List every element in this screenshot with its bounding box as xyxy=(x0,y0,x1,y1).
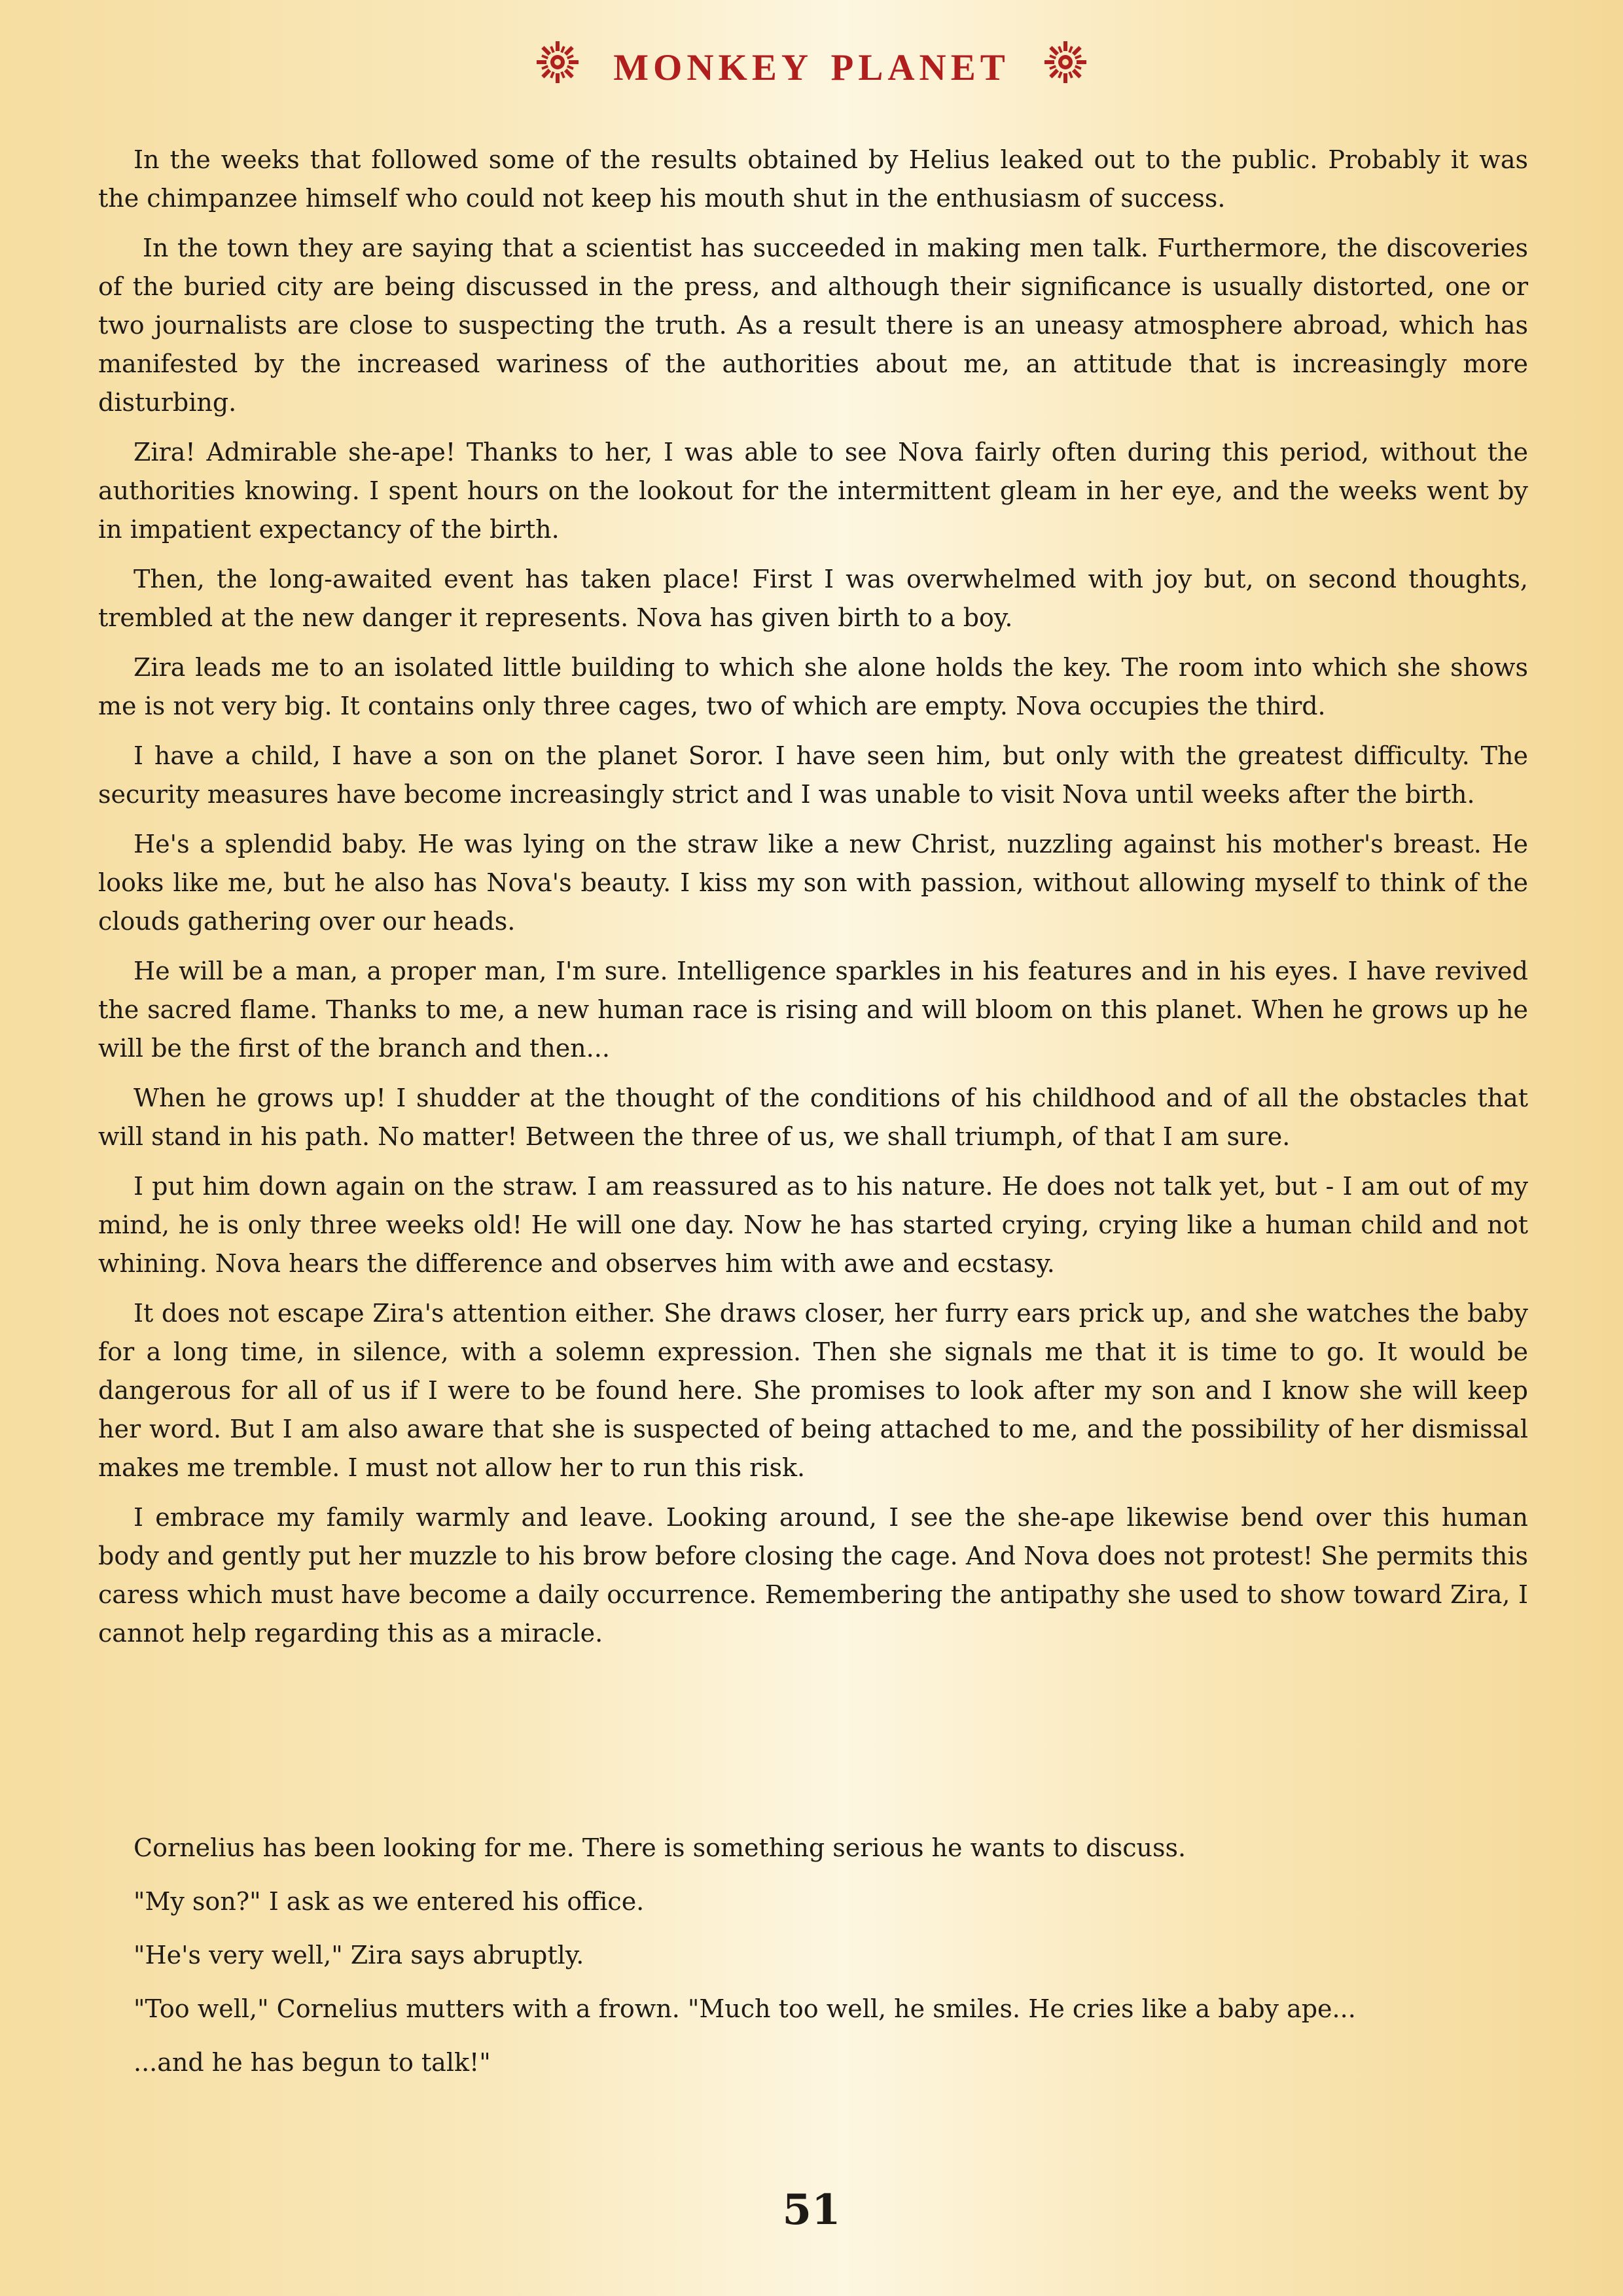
paragraph: In the weeks that followed some of the results obtained by Helius leaked out to the public. Probably it was the chimpanzee himself who could not keep his mouth shut in the enthusiasm of success. xyxy=(98,145,1528,213)
paragraph: I embrace my family warmly and leave. Looking around, I see the she-ape likewise bend over this human body and gently put her muzzle to his brow before closing the cage. And Nova does not protest! She permits this caress which must have become a daily occurrence. Remembering the antipathy she used to show toward Zira, I cannot help regarding this as a miracle. xyxy=(98,1503,1528,1648)
dialogue-section xyxy=(98,1829,1528,2097)
chapter-title: monkey planet xyxy=(613,32,1010,92)
dialogue-line: Cornelius has been looking for me. There is something serious he wants to discuss. xyxy=(134,1833,1186,1862)
right-sun-ornament-icon xyxy=(1043,39,1088,85)
paragraph: Zira leads me to an isolated little building to which she alone holds the key. The room into which she shows me is not very big. It contains only three cages, two of which are empty. Nova occupies the third. xyxy=(98,653,1528,720)
dialogue-line: "He's very well," Zira says abruptly. xyxy=(134,1941,584,1969)
page-number: 51 xyxy=(782,2185,841,2234)
body-text xyxy=(98,141,1528,1664)
paragraph: He will be a man, a proper man, I'm sure. Intelligence sparkles in his features and in his eyes. I have revived the sacred flame. Thanks to me, a new human race is rising and will bloom on this planet. When he grows up he will be the first of the branch and then... xyxy=(98,957,1528,1063)
paragraph: Zira! Admirable she-ape! Thanks to her, I was able to see Nova fairly often during this period, without the authorities knowing. I spent hours on the lookout for the intermittent gleam in her eye, and the weeks went by in impatient expectancy of the birth. xyxy=(98,438,1528,544)
paragraph: In the town they are saying that a scientist has succeeded in making men talk. Furthermore, the discoveries of the buried city are being discussed in the press, and although their significance is usually distorted, one or two journalists are close to suspecting the truth. As a result there is an uneasy atmosphere abroad, which has manifested by the increased wariness of the authorities about me, an attitude that is increasingly more disturbing. xyxy=(98,234,1528,417)
paragraph: Then, the long-awaited event has taken place! First I was overwhelmed with joy but, on second thoughts, trembled at the new danger it represents. Nova has given birth to a boy. xyxy=(98,565,1528,632)
paragraph: When he grows up! I shudder at the thought of the conditions of his childhood and of all the obstacles that will stand in his path. No matter! Between the three of us, we shall triumph, of that I am sure. xyxy=(98,1084,1528,1151)
paragraph: He's a splendid baby. He was lying on the straw like a new Christ, nuzzling against his mother's breast. He looks like me, but he also has Nova's beauty. I kiss my son with passion, without allowing myself to think of the clouds gathering over our heads. xyxy=(98,830,1528,936)
page-header xyxy=(0,26,1623,98)
paragraph: I put him down again on the straw. I am reassured as to his nature. He does not talk yet, but - I am out of my mind, he is only three weeks old! He will one day. Now he has started crying, crying like a human child and not whining. Nova hears the difference and observes him with awe and ecstasy. xyxy=(98,1172,1528,1278)
paragraph: I have a child, I have a son on the planet Soror. I have seen him, but only with the greatest difficulty. The security measures have become increasingly strict and I was unable to visit Nova until weeks after the birth. xyxy=(98,741,1528,809)
dialogue-line: "Too well," Cornelius mutters with a frown. "Much too well, he smiles. He cries like a baby ape... xyxy=(134,1994,1356,2023)
left-sun-ornament-icon xyxy=(535,39,580,85)
dialogue-line: ...and he has begun to talk!" xyxy=(134,2048,491,2077)
dialogue-line: "My son?" I ask as we entered his office. xyxy=(134,1887,645,1916)
paragraph: It does not escape Zira's attention either. She draws closer, her furry ears prick up, and she watches the baby for a long time, in silence, with a solemn expression. Then she signals me that it is time to go. It would be dangerous for all of us if I were to be found here. She promises to look after my son and I know she will keep her word. But I am also aware that she is suspected of being attached to me, and the possibility of her dismissal makes me tremble. I must not allow her to run this risk. xyxy=(98,1299,1528,1482)
